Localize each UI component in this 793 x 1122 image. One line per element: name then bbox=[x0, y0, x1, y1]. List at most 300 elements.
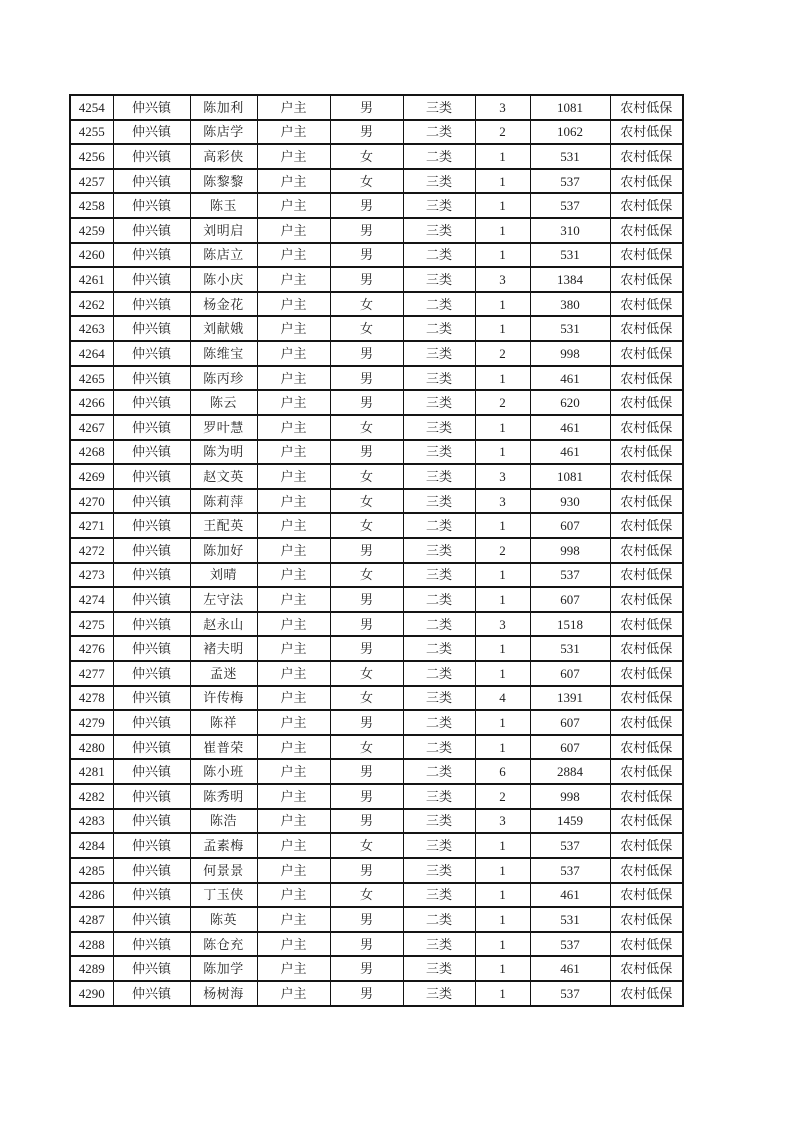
cell-township: 仲兴镇 bbox=[113, 563, 190, 588]
cell-serial-number: 4264 bbox=[70, 341, 113, 366]
cell-category: 二类 bbox=[403, 759, 475, 784]
cell-amount: 607 bbox=[530, 735, 610, 760]
cell-gender: 男 bbox=[330, 440, 403, 465]
cell-gender: 女 bbox=[330, 415, 403, 440]
cell-amount: 531 bbox=[530, 636, 610, 661]
cell-township: 仲兴镇 bbox=[113, 390, 190, 415]
cell-amount: 1518 bbox=[530, 612, 610, 637]
cell-subsidy-type: 农村低保 bbox=[610, 390, 683, 415]
cell-gender: 男 bbox=[330, 390, 403, 415]
cell-serial-number: 4273 bbox=[70, 563, 113, 588]
cell-township: 仲兴镇 bbox=[113, 218, 190, 243]
cell-township: 仲兴镇 bbox=[113, 440, 190, 465]
cell-person-name: 陈小庆 bbox=[190, 267, 257, 292]
cell-township: 仲兴镇 bbox=[113, 636, 190, 661]
cell-gender: 男 bbox=[330, 587, 403, 612]
cell-amount: 607 bbox=[530, 661, 610, 686]
cell-amount: 531 bbox=[530, 144, 610, 169]
cell-serial-number: 4260 bbox=[70, 243, 113, 268]
cell-township: 仲兴镇 bbox=[113, 784, 190, 809]
cell-gender: 男 bbox=[330, 193, 403, 218]
cell-subsidy-type: 农村低保 bbox=[610, 193, 683, 218]
cell-person-name: 陈店学 bbox=[190, 120, 257, 145]
cell-serial-number: 4283 bbox=[70, 809, 113, 834]
cell-relation-to-head: 户主 bbox=[257, 710, 330, 735]
cell-person-name: 赵文英 bbox=[190, 464, 257, 489]
cell-category: 二类 bbox=[403, 316, 475, 341]
cell-subsidy-type: 农村低保 bbox=[610, 316, 683, 341]
cell-amount: 380 bbox=[530, 292, 610, 317]
cell-gender: 女 bbox=[330, 464, 403, 489]
cell-subsidy-type: 农村低保 bbox=[610, 759, 683, 784]
cell-category: 二类 bbox=[403, 612, 475, 637]
table-row bbox=[70, 907, 683, 932]
cell-gender: 女 bbox=[330, 316, 403, 341]
cell-serial-number: 4282 bbox=[70, 784, 113, 809]
cell-person-count: 3 bbox=[475, 95, 530, 120]
cell-township: 仲兴镇 bbox=[113, 415, 190, 440]
table-row bbox=[70, 169, 683, 194]
cell-category: 三类 bbox=[403, 218, 475, 243]
table-row bbox=[70, 95, 683, 120]
cell-category: 三类 bbox=[403, 833, 475, 858]
cell-category: 三类 bbox=[403, 784, 475, 809]
cell-category: 三类 bbox=[403, 981, 475, 1006]
cell-township: 仲兴镇 bbox=[113, 686, 190, 711]
cell-gender: 男 bbox=[330, 538, 403, 563]
table-row bbox=[70, 636, 683, 661]
cell-township: 仲兴镇 bbox=[113, 489, 190, 514]
cell-amount: 1459 bbox=[530, 809, 610, 834]
cell-relation-to-head: 户主 bbox=[257, 932, 330, 957]
cell-gender: 男 bbox=[330, 612, 403, 637]
cell-amount: 1384 bbox=[530, 267, 610, 292]
cell-person-name: 何景景 bbox=[190, 858, 257, 883]
cell-serial-number: 4266 bbox=[70, 390, 113, 415]
cell-person-name: 陈莉萍 bbox=[190, 489, 257, 514]
cell-category: 二类 bbox=[403, 661, 475, 686]
cell-gender: 男 bbox=[330, 120, 403, 145]
cell-relation-to-head: 户主 bbox=[257, 686, 330, 711]
cell-subsidy-type: 农村低保 bbox=[610, 95, 683, 120]
cell-category: 三类 bbox=[403, 809, 475, 834]
cell-category: 三类 bbox=[403, 956, 475, 981]
cell-person-name: 陈丙珍 bbox=[190, 366, 257, 391]
cell-category: 三类 bbox=[403, 538, 475, 563]
cell-category: 三类 bbox=[403, 341, 475, 366]
cell-subsidy-type: 农村低保 bbox=[610, 169, 683, 194]
table-row bbox=[70, 144, 683, 169]
cell-person-count: 1 bbox=[475, 218, 530, 243]
cell-person-count: 1 bbox=[475, 440, 530, 465]
cell-person-count: 3 bbox=[475, 464, 530, 489]
cell-serial-number: 4277 bbox=[70, 661, 113, 686]
cell-serial-number: 4269 bbox=[70, 464, 113, 489]
cell-person-count: 2 bbox=[475, 784, 530, 809]
cell-gender: 女 bbox=[330, 833, 403, 858]
cell-category: 三类 bbox=[403, 883, 475, 908]
table-row bbox=[70, 538, 683, 563]
cell-subsidy-type: 农村低保 bbox=[610, 858, 683, 883]
cell-person-name: 陈加学 bbox=[190, 956, 257, 981]
cell-gender: 女 bbox=[330, 489, 403, 514]
cell-category: 三类 bbox=[403, 169, 475, 194]
cell-gender: 女 bbox=[330, 883, 403, 908]
cell-person-count: 1 bbox=[475, 587, 530, 612]
cell-township: 仲兴镇 bbox=[113, 932, 190, 957]
cell-township: 仲兴镇 bbox=[113, 193, 190, 218]
cell-amount: 461 bbox=[530, 366, 610, 391]
cell-township: 仲兴镇 bbox=[113, 612, 190, 637]
cell-person-count: 1 bbox=[475, 932, 530, 957]
cell-serial-number: 4279 bbox=[70, 710, 113, 735]
cell-person-name: 罗叶慧 bbox=[190, 415, 257, 440]
cell-category: 三类 bbox=[403, 95, 475, 120]
table-row bbox=[70, 513, 683, 538]
cell-category: 三类 bbox=[403, 858, 475, 883]
cell-relation-to-head: 户主 bbox=[257, 809, 330, 834]
table-row bbox=[70, 120, 683, 145]
cell-person-count: 1 bbox=[475, 636, 530, 661]
cell-subsidy-type: 农村低保 bbox=[610, 243, 683, 268]
cell-person-count: 1 bbox=[475, 858, 530, 883]
cell-category: 三类 bbox=[403, 267, 475, 292]
cell-gender: 男 bbox=[330, 366, 403, 391]
cell-person-count: 1 bbox=[475, 243, 530, 268]
cell-relation-to-head: 户主 bbox=[257, 956, 330, 981]
cell-category: 二类 bbox=[403, 907, 475, 932]
cell-relation-to-head: 户主 bbox=[257, 415, 330, 440]
cell-person-name: 陈玉 bbox=[190, 193, 257, 218]
cell-relation-to-head: 户主 bbox=[257, 341, 330, 366]
cell-relation-to-head: 户主 bbox=[257, 169, 330, 194]
table-row bbox=[70, 390, 683, 415]
table-row bbox=[70, 735, 683, 760]
cell-person-name: 赵永山 bbox=[190, 612, 257, 637]
table-row bbox=[70, 759, 683, 784]
cell-amount: 930 bbox=[530, 489, 610, 514]
cell-township: 仲兴镇 bbox=[113, 956, 190, 981]
cell-serial-number: 4262 bbox=[70, 292, 113, 317]
cell-person-count: 1 bbox=[475, 907, 530, 932]
table-row bbox=[70, 563, 683, 588]
cell-serial-number: 4261 bbox=[70, 267, 113, 292]
cell-serial-number: 4280 bbox=[70, 735, 113, 760]
cell-category: 二类 bbox=[403, 735, 475, 760]
cell-amount: 310 bbox=[530, 218, 610, 243]
cell-serial-number: 4258 bbox=[70, 193, 113, 218]
table-row bbox=[70, 833, 683, 858]
cell-category: 二类 bbox=[403, 587, 475, 612]
cell-person-count: 1 bbox=[475, 513, 530, 538]
cell-person-count: 1 bbox=[475, 833, 530, 858]
cell-township: 仲兴镇 bbox=[113, 464, 190, 489]
cell-gender: 男 bbox=[330, 95, 403, 120]
cell-relation-to-head: 户主 bbox=[257, 366, 330, 391]
cell-gender: 女 bbox=[330, 735, 403, 760]
cell-person-count: 6 bbox=[475, 759, 530, 784]
cell-person-count: 1 bbox=[475, 710, 530, 735]
cell-subsidy-type: 农村低保 bbox=[610, 144, 683, 169]
cell-serial-number: 4267 bbox=[70, 415, 113, 440]
cell-person-name: 陈维宝 bbox=[190, 341, 257, 366]
table-row bbox=[70, 809, 683, 834]
record-table-body bbox=[70, 95, 683, 1006]
table-row bbox=[70, 883, 683, 908]
table-row bbox=[70, 587, 683, 612]
cell-person-count: 1 bbox=[475, 415, 530, 440]
cell-person-count: 2 bbox=[475, 538, 530, 563]
cell-amount: 998 bbox=[530, 538, 610, 563]
cell-gender: 男 bbox=[330, 981, 403, 1006]
cell-category: 二类 bbox=[403, 710, 475, 735]
cell-person-count: 4 bbox=[475, 686, 530, 711]
cell-amount: 620 bbox=[530, 390, 610, 415]
cell-amount: 531 bbox=[530, 316, 610, 341]
cell-subsidy-type: 农村低保 bbox=[610, 809, 683, 834]
cell-person-name: 刘晴 bbox=[190, 563, 257, 588]
cell-relation-to-head: 户主 bbox=[257, 292, 330, 317]
cell-person-count: 1 bbox=[475, 144, 530, 169]
table-row bbox=[70, 981, 683, 1006]
cell-amount: 607 bbox=[530, 710, 610, 735]
cell-relation-to-head: 户主 bbox=[257, 120, 330, 145]
table-row bbox=[70, 243, 683, 268]
cell-relation-to-head: 户主 bbox=[257, 587, 330, 612]
cell-gender: 女 bbox=[330, 661, 403, 686]
cell-person-name: 陈祥 bbox=[190, 710, 257, 735]
cell-subsidy-type: 农村低保 bbox=[610, 341, 683, 366]
cell-person-count: 1 bbox=[475, 661, 530, 686]
cell-person-count: 1 bbox=[475, 883, 530, 908]
cell-township: 仲兴镇 bbox=[113, 366, 190, 391]
cell-person-name: 陈店立 bbox=[190, 243, 257, 268]
cell-person-count: 1 bbox=[475, 563, 530, 588]
cell-person-name: 左守法 bbox=[190, 587, 257, 612]
cell-serial-number: 4265 bbox=[70, 366, 113, 391]
cell-amount: 537 bbox=[530, 932, 610, 957]
cell-person-count: 1 bbox=[475, 316, 530, 341]
cell-amount: 998 bbox=[530, 784, 610, 809]
cell-amount: 531 bbox=[530, 907, 610, 932]
cell-category: 二类 bbox=[403, 144, 475, 169]
cell-township: 仲兴镇 bbox=[113, 981, 190, 1006]
cell-category: 二类 bbox=[403, 292, 475, 317]
cell-township: 仲兴镇 bbox=[113, 907, 190, 932]
cell-person-name: 陈云 bbox=[190, 390, 257, 415]
cell-person-name: 孟素梅 bbox=[190, 833, 257, 858]
cell-person-name: 陈黎黎 bbox=[190, 169, 257, 194]
cell-category: 三类 bbox=[403, 686, 475, 711]
cell-township: 仲兴镇 bbox=[113, 710, 190, 735]
cell-relation-to-head: 户主 bbox=[257, 907, 330, 932]
cell-amount: 1081 bbox=[530, 464, 610, 489]
cell-gender: 男 bbox=[330, 858, 403, 883]
cell-serial-number: 4256 bbox=[70, 144, 113, 169]
cell-serial-number: 4259 bbox=[70, 218, 113, 243]
cell-township: 仲兴镇 bbox=[113, 169, 190, 194]
cell-person-count: 1 bbox=[475, 169, 530, 194]
cell-relation-to-head: 户主 bbox=[257, 759, 330, 784]
cell-person-name: 许传梅 bbox=[190, 686, 257, 711]
cell-serial-number: 4270 bbox=[70, 489, 113, 514]
cell-person-count: 2 bbox=[475, 341, 530, 366]
cell-amount: 537 bbox=[530, 858, 610, 883]
cell-amount: 531 bbox=[530, 243, 610, 268]
table-row bbox=[70, 784, 683, 809]
cell-person-name: 陈仓充 bbox=[190, 932, 257, 957]
cell-relation-to-head: 户主 bbox=[257, 390, 330, 415]
cell-township: 仲兴镇 bbox=[113, 661, 190, 686]
cell-relation-to-head: 户主 bbox=[257, 883, 330, 908]
cell-township: 仲兴镇 bbox=[113, 243, 190, 268]
cell-amount: 461 bbox=[530, 415, 610, 440]
cell-relation-to-head: 户主 bbox=[257, 661, 330, 686]
cell-category: 三类 bbox=[403, 563, 475, 588]
cell-serial-number: 4289 bbox=[70, 956, 113, 981]
table-row bbox=[70, 415, 683, 440]
cell-relation-to-head: 户主 bbox=[257, 981, 330, 1006]
cell-person-name: 陈浩 bbox=[190, 809, 257, 834]
cell-relation-to-head: 户主 bbox=[257, 612, 330, 637]
cell-amount: 607 bbox=[530, 587, 610, 612]
cell-serial-number: 4288 bbox=[70, 932, 113, 957]
cell-gender: 女 bbox=[330, 144, 403, 169]
cell-serial-number: 4276 bbox=[70, 636, 113, 661]
cell-serial-number: 4286 bbox=[70, 883, 113, 908]
cell-category: 二类 bbox=[403, 513, 475, 538]
cell-person-count: 2 bbox=[475, 120, 530, 145]
cell-amount: 607 bbox=[530, 513, 610, 538]
table-row bbox=[70, 193, 683, 218]
cell-amount: 1062 bbox=[530, 120, 610, 145]
cell-relation-to-head: 户主 bbox=[257, 193, 330, 218]
table-row bbox=[70, 858, 683, 883]
cell-subsidy-type: 农村低保 bbox=[610, 366, 683, 391]
table-row bbox=[70, 710, 683, 735]
cell-relation-to-head: 户主 bbox=[257, 636, 330, 661]
cell-serial-number: 4281 bbox=[70, 759, 113, 784]
cell-township: 仲兴镇 bbox=[113, 267, 190, 292]
cell-gender: 女 bbox=[330, 169, 403, 194]
cell-serial-number: 4285 bbox=[70, 858, 113, 883]
cell-subsidy-type: 农村低保 bbox=[610, 833, 683, 858]
cell-serial-number: 4271 bbox=[70, 513, 113, 538]
cell-person-name: 杨金花 bbox=[190, 292, 257, 317]
cell-subsidy-type: 农村低保 bbox=[610, 686, 683, 711]
table-row bbox=[70, 686, 683, 711]
cell-serial-number: 4287 bbox=[70, 907, 113, 932]
cell-township: 仲兴镇 bbox=[113, 292, 190, 317]
cell-subsidy-type: 农村低保 bbox=[610, 710, 683, 735]
cell-category: 三类 bbox=[403, 489, 475, 514]
cell-amount: 2884 bbox=[530, 759, 610, 784]
cell-gender: 男 bbox=[330, 809, 403, 834]
cell-person-count: 3 bbox=[475, 612, 530, 637]
cell-category: 二类 bbox=[403, 243, 475, 268]
cell-person-name: 陈为明 bbox=[190, 440, 257, 465]
cell-person-name: 刘明启 bbox=[190, 218, 257, 243]
cell-amount: 537 bbox=[530, 833, 610, 858]
cell-township: 仲兴镇 bbox=[113, 538, 190, 563]
cell-subsidy-type: 农村低保 bbox=[610, 883, 683, 908]
cell-person-name: 陈加利 bbox=[190, 95, 257, 120]
cell-person-count: 1 bbox=[475, 981, 530, 1006]
cell-person-name: 孟迷 bbox=[190, 661, 257, 686]
cell-person-name: 褚夫明 bbox=[190, 636, 257, 661]
cell-amount: 537 bbox=[530, 193, 610, 218]
cell-relation-to-head: 户主 bbox=[257, 563, 330, 588]
cell-person-count: 1 bbox=[475, 735, 530, 760]
cell-amount: 998 bbox=[530, 341, 610, 366]
cell-amount: 537 bbox=[530, 563, 610, 588]
cell-person-name: 陈英 bbox=[190, 907, 257, 932]
cell-category: 二类 bbox=[403, 120, 475, 145]
cell-subsidy-type: 农村低保 bbox=[610, 538, 683, 563]
cell-township: 仲兴镇 bbox=[113, 735, 190, 760]
cell-person-name: 陈秀明 bbox=[190, 784, 257, 809]
cell-subsidy-type: 农村低保 bbox=[610, 636, 683, 661]
cell-subsidy-type: 农村低保 bbox=[610, 218, 683, 243]
cell-person-count: 1 bbox=[475, 956, 530, 981]
cell-serial-number: 4263 bbox=[70, 316, 113, 341]
cell-gender: 女 bbox=[330, 563, 403, 588]
cell-person-count: 1 bbox=[475, 193, 530, 218]
cell-category: 三类 bbox=[403, 193, 475, 218]
cell-subsidy-type: 农村低保 bbox=[610, 120, 683, 145]
table-row bbox=[70, 341, 683, 366]
cell-person-count: 1 bbox=[475, 366, 530, 391]
cell-person-name: 陈加好 bbox=[190, 538, 257, 563]
cell-township: 仲兴镇 bbox=[113, 759, 190, 784]
cell-subsidy-type: 农村低保 bbox=[610, 661, 683, 686]
cell-township: 仲兴镇 bbox=[113, 587, 190, 612]
cell-gender: 男 bbox=[330, 243, 403, 268]
cell-subsidy-type: 农村低保 bbox=[610, 415, 683, 440]
table-row bbox=[70, 267, 683, 292]
table-row bbox=[70, 366, 683, 391]
cell-amount: 461 bbox=[530, 440, 610, 465]
table-row bbox=[70, 218, 683, 243]
cell-subsidy-type: 农村低保 bbox=[610, 267, 683, 292]
cell-category: 三类 bbox=[403, 415, 475, 440]
cell-subsidy-type: 农村低保 bbox=[610, 612, 683, 637]
cell-serial-number: 4290 bbox=[70, 981, 113, 1006]
cell-amount: 461 bbox=[530, 883, 610, 908]
cell-serial-number: 4278 bbox=[70, 686, 113, 711]
cell-subsidy-type: 农村低保 bbox=[610, 956, 683, 981]
cell-subsidy-type: 农村低保 bbox=[610, 784, 683, 809]
table-row bbox=[70, 661, 683, 686]
cell-gender: 女 bbox=[330, 686, 403, 711]
cell-township: 仲兴镇 bbox=[113, 95, 190, 120]
cell-relation-to-head: 户主 bbox=[257, 513, 330, 538]
cell-subsidy-type: 农村低保 bbox=[610, 563, 683, 588]
cell-township: 仲兴镇 bbox=[113, 120, 190, 145]
cell-subsidy-type: 农村低保 bbox=[610, 907, 683, 932]
cell-subsidy-type: 农村低保 bbox=[610, 440, 683, 465]
cell-gender: 男 bbox=[330, 267, 403, 292]
cell-serial-number: 4274 bbox=[70, 587, 113, 612]
cell-relation-to-head: 户主 bbox=[257, 243, 330, 268]
cell-gender: 男 bbox=[330, 218, 403, 243]
cell-gender: 女 bbox=[330, 292, 403, 317]
cell-relation-to-head: 户主 bbox=[257, 735, 330, 760]
cell-person-name: 王配英 bbox=[190, 513, 257, 538]
cell-person-count: 3 bbox=[475, 489, 530, 514]
cell-relation-to-head: 户主 bbox=[257, 144, 330, 169]
cell-subsidy-type: 农村低保 bbox=[610, 513, 683, 538]
